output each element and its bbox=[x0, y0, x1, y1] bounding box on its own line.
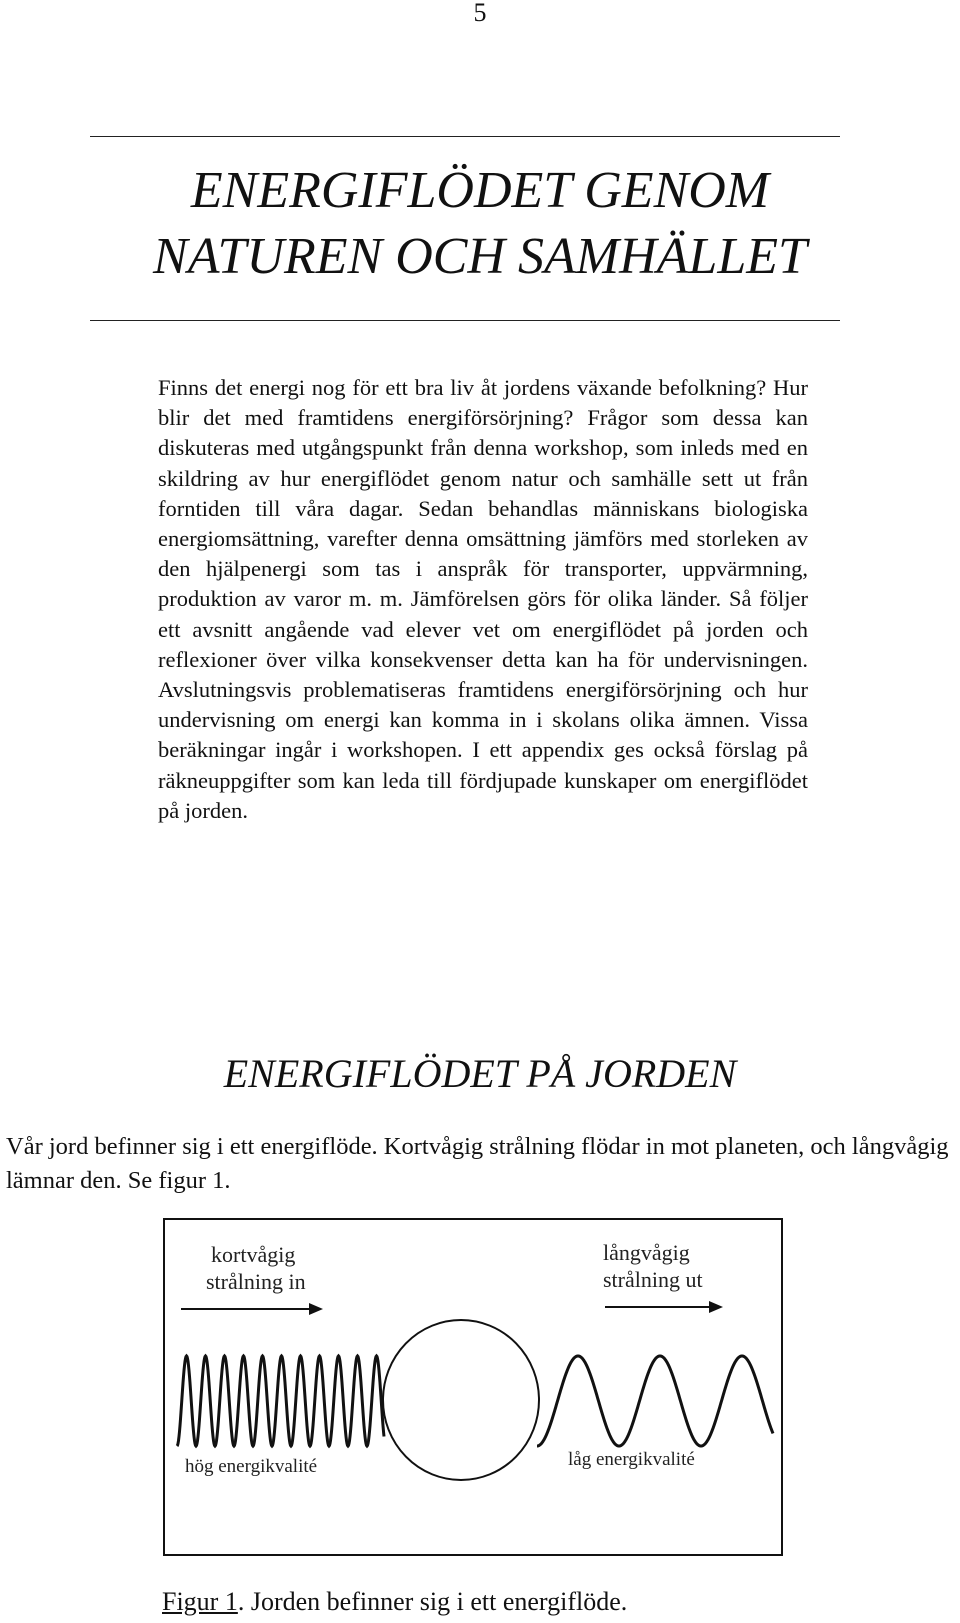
energy-flow-figure bbox=[163, 1218, 783, 1556]
label-low-quality: låg energikvalité bbox=[568, 1449, 695, 1470]
arrow-out-head bbox=[709, 1301, 723, 1313]
abstract-paragraph: Finns det energi nog för ett bra liv åt jordens växande befolkning? Hur blir det med framtidens energiförsörjning? Frågor som dessa kan diskuteras med utgångspunkt från denna workshop, som inleds med en skildring av hur energiflödet genom natur och samhälle sett ut från forntiden till våra dagar. Sedan behandlas människans biologiska energiomsättning, varefter denna omsättning jämförs med storleken av den hjälpenergi som tas i anspråk för transporter, uppvärmning, produktion av varor m. m. Jämförelsen görs för olika länder. Så följer ett avsnitt angående vad elever vet om energiflödet på jorden och reflexioner över vilka konsekvenser detta kan ha för undervisningen. Avslutningsvis problematiseras framtidens energiförsörjning och hur undervisning om energi kan komma in i skolans olika ämnen. Vissa beräkningar ingår i workshopen. I ett appendix ges också förslag på räkneuppgifter som kan leda till fördjupade kunskaper om energiflödet på jorden. bbox=[158, 375, 808, 823]
figure-caption bbox=[162, 1587, 627, 1617]
main-title-line-1: ENERGIFLÖDET GENOM bbox=[190, 162, 770, 219]
energy-flow-diagram bbox=[165, 1220, 781, 1554]
shortwave-wave bbox=[177, 1356, 384, 1446]
label-longwave-line-2: strålning ut bbox=[603, 1267, 703, 1292]
longwave-wave bbox=[537, 1356, 773, 1446]
label-high-quality: hög energikvalité bbox=[185, 1456, 318, 1477]
label-longwave-line-1: långvågig bbox=[603, 1240, 690, 1265]
caption-figure-label: Figur 1 bbox=[162, 1587, 238, 1616]
main-title-line-2: NATUREN OCH SAMHÄLLET bbox=[153, 228, 807, 285]
section-title: ENERGIFLÖDET PÅ JORDEN bbox=[223, 1051, 737, 1096]
title-rule-top bbox=[90, 136, 840, 137]
caption-text: . Jorden befinner sig i ett energiflöde. bbox=[237, 1587, 628, 1616]
label-shortwave-line-2: strålning in bbox=[206, 1269, 306, 1294]
earth-circle bbox=[383, 1320, 539, 1480]
page-number: 5 bbox=[473, 0, 487, 27]
title-rule-bottom bbox=[90, 320, 840, 321]
intro-paragraph: Vår jord befinner sig i ett energiflöde. Kortvågig strålning flödar in mot planeten, och långvågig lämnar den. Se figur 1. bbox=[6, 1133, 949, 1194]
label-shortwave-line-1: kortvågig bbox=[211, 1242, 296, 1267]
main-title bbox=[0, 158, 960, 290]
arrow-in-head bbox=[309, 1303, 323, 1315]
